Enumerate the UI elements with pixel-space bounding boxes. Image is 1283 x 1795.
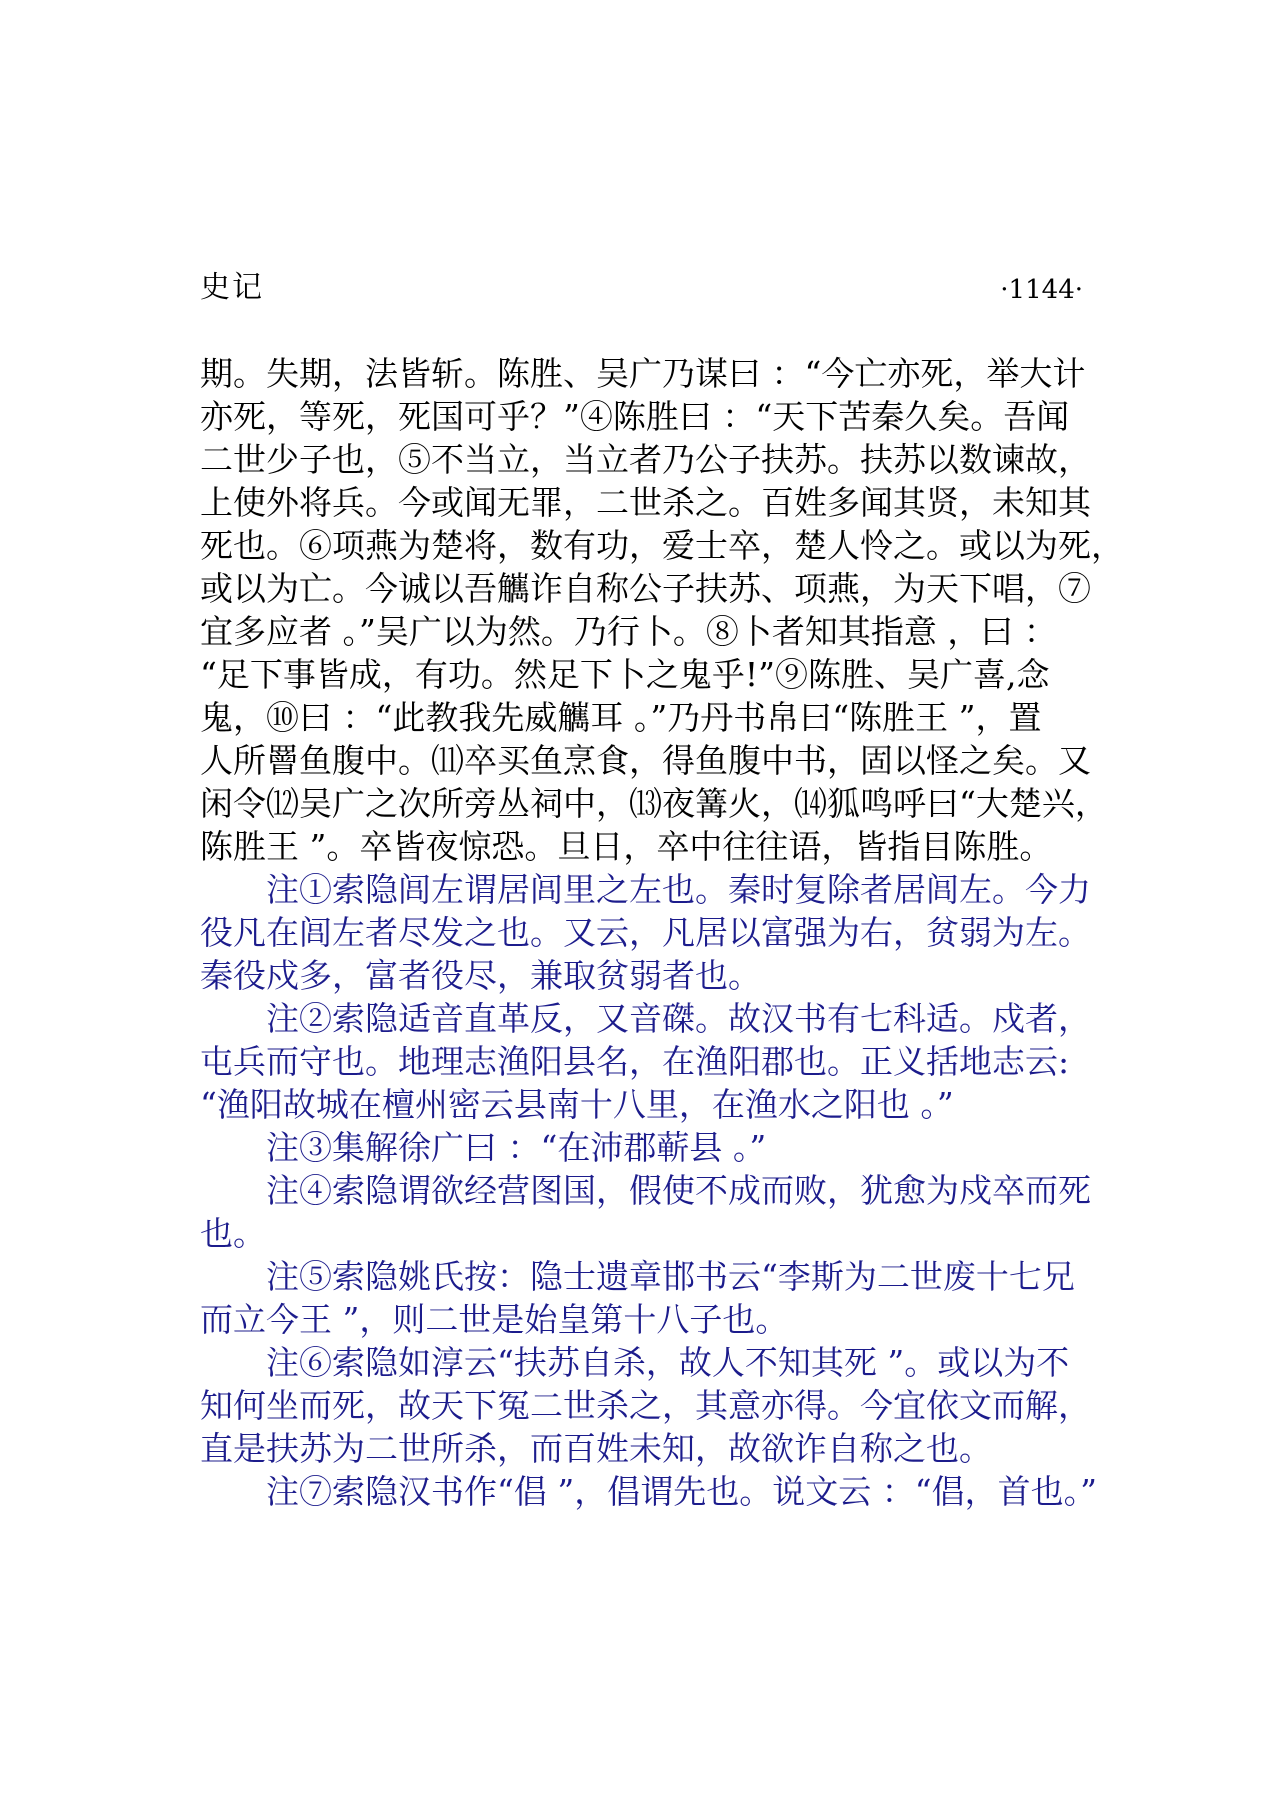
main-text-line: 闲令⑿吴广之次所旁丛祠中，⒀夜篝火，⒁狐鸣呼曰“大楚兴， (200, 784, 1108, 823)
note-line: 注①索隐闾左谓居闾里之左也。秦时复除者居闾左。今力 (266, 870, 1091, 909)
note-line: 注⑦索隐汉书作“倡 ”，倡谓先也。说文云 ：“倡，首也。” (266, 1472, 1097, 1511)
note-line: 注②索隐适音直革反，又音磔。故汉书有七科适。戍者， (266, 999, 1091, 1038)
main-text-line: 鬼，⑩曰 ：“此教我先威觽耳 。”乃丹书帛曰“陈胜王 ”，置 (200, 698, 1042, 737)
note-line: 直是扶苏为二世所杀，而百姓未知，故欲诈自称之也。 (200, 1429, 992, 1468)
main-text-line: 期。失期，法皆斩。陈胜、吴广乃谋曰 ：“今亡亦死，举大计 (200, 354, 1086, 393)
note-6 (200, 1341, 1100, 1470)
note-line: 注③集解徐广曰 ：“在沛郡蕲县 。” (266, 1128, 767, 1167)
main-text-line: 或以为亡。今诚以吾觽诈自称公子扶苏、项燕，为天下唱，⑦ (200, 569, 1091, 608)
main-text-line: 人所罾鱼腹中。⑾卒买鱼烹食，得鱼腹中书，固以怪之矣。又 (200, 741, 1091, 780)
main-text-line: 二世少子也，⑤不当立，当立者乃公子扶苏。扶苏以数谏故， (200, 440, 1091, 479)
note-line: 屯兵而守也。地理志渔阳县名，在渔阳郡也。正义括地志云: (200, 1042, 1070, 1081)
note-line: 役凡在闾左者尽发之也。又云，凡居以富强为右，贫弱为左。 (200, 913, 1091, 952)
main-text-line: 亦死，等死，死国可乎？”④陈胜曰 ：“天下苦秦久矣。吾闻 (200, 397, 1070, 436)
note-line: 注⑤索隐姚氏按：隐士遗章邯书云“李斯为二世废十七兄 (266, 1257, 1075, 1296)
note-3 (200, 1126, 1100, 1169)
body-text (200, 352, 1124, 1513)
note-line: 注④索隐谓欲经营图国，假使不成而败，犹愈为戍卒而死 (266, 1171, 1091, 1210)
note-line: “渔阳故城在檀州密云县南十八里，在渔水之阳也 。” (200, 1085, 954, 1124)
book-title: 史记 (200, 270, 264, 305)
note-1 (200, 868, 1100, 997)
note-line: 注⑥索隐如淳云“扶苏自杀，故人不知其死 ”。或以为不 (266, 1343, 1070, 1382)
page-number: ·1144· (1000, 275, 1083, 305)
main-paragraph (200, 352, 1124, 868)
note-line: 知何坐而死，故天下冤二世杀之，其意亦得。今宜依文而解， (200, 1386, 1091, 1425)
main-text-line: 死也。⑥项燕为楚将，数有功，爱士卒，楚人怜之。或以为死， (200, 526, 1124, 565)
note-7 (200, 1470, 1100, 1513)
note-line: 秦役戍多，富者役尽，兼取贫弱者也。 (200, 956, 761, 995)
note-line: 而立今王 ”，则二世是始皇第十八子也。 (200, 1300, 789, 1339)
main-text-line: “足下事皆成，有功。然足下卜之鬼乎!”⑨陈胜、吴广喜,念 (200, 655, 1050, 694)
main-text-line: 陈胜王 ”。卒皆夜惊恐。旦日，卒中往往语，皆指目陈胜。 (200, 827, 1053, 866)
note-line: 也。 (200, 1214, 266, 1253)
main-text-line: 上使外将兵。今或闻无罪，二世杀之。百姓多闻其贤，未知其 (200, 483, 1091, 522)
note-2 (200, 997, 1100, 1126)
note-5 (200, 1255, 1100, 1341)
note-4 (200, 1169, 1100, 1255)
main-text-line: 宜多应者 。”吴广以为然。乃行卜。⑧卜者知其指意 ，曰 ： (200, 612, 1057, 651)
